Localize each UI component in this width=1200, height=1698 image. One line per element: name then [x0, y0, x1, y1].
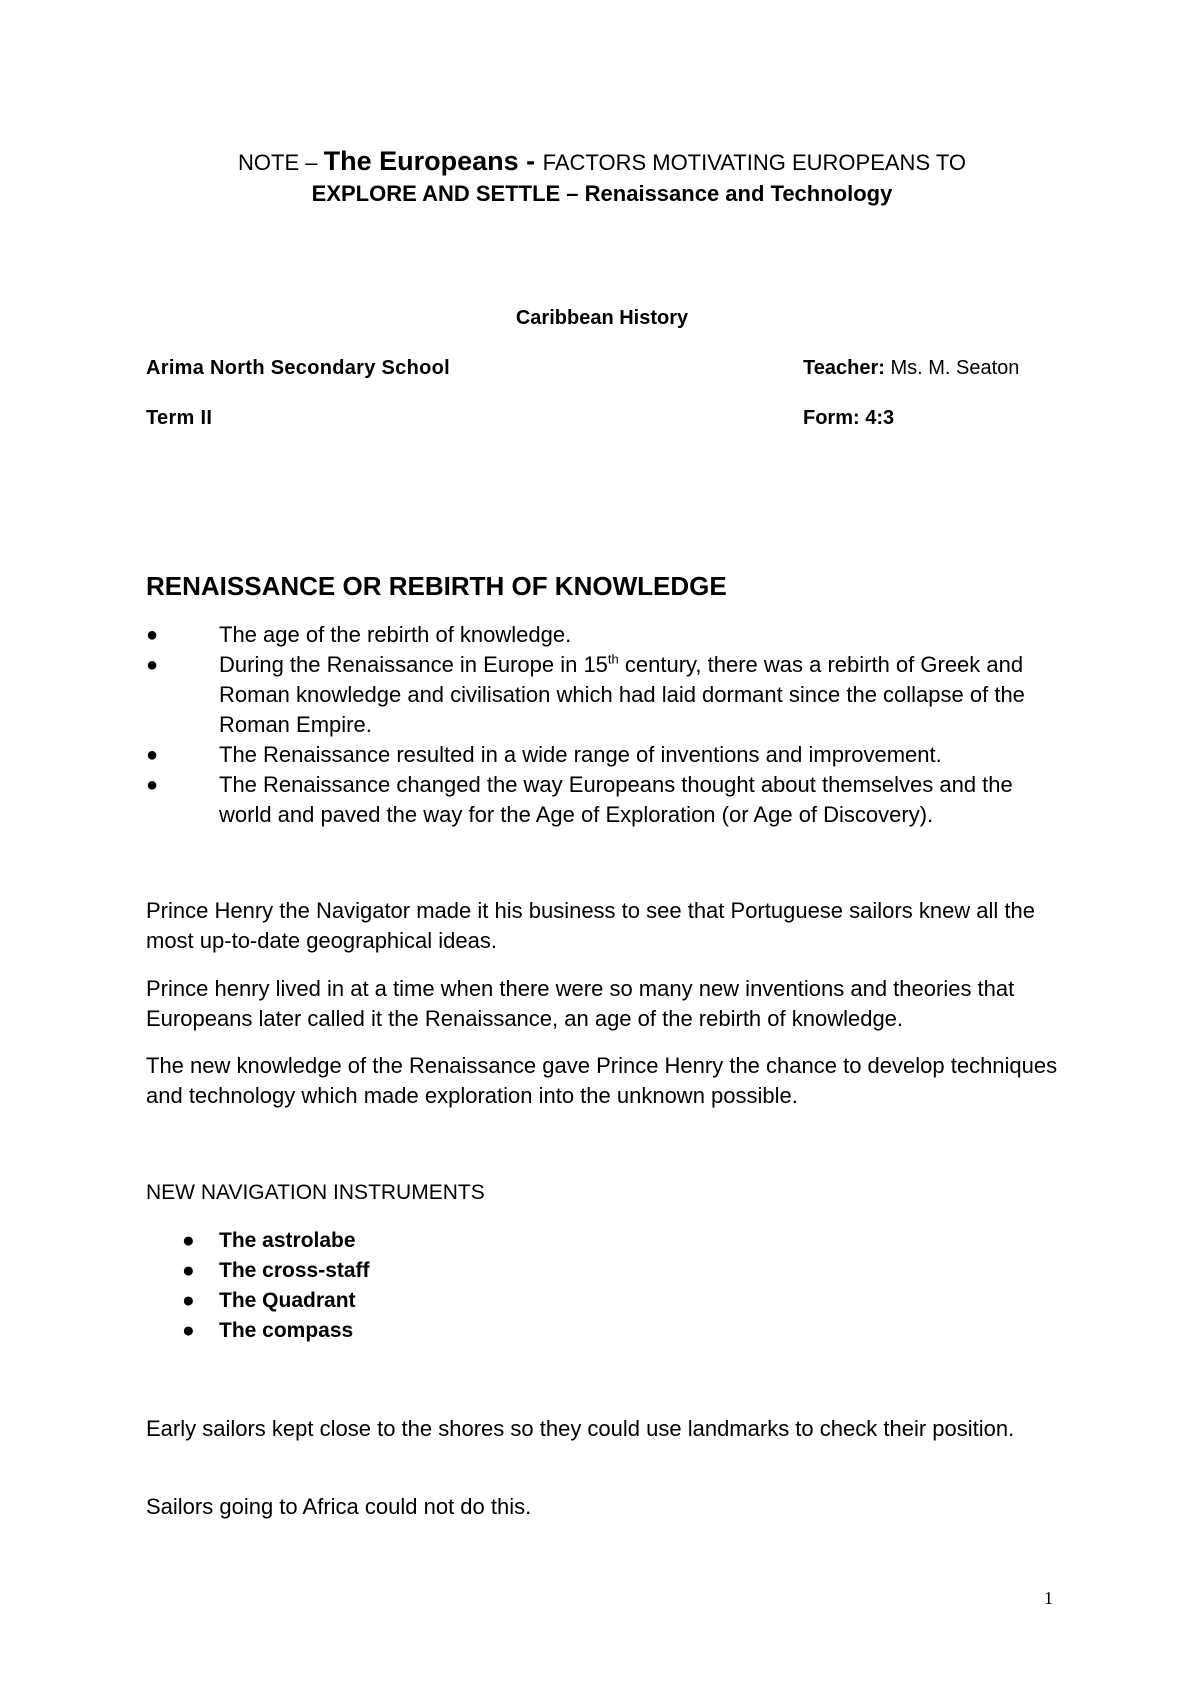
list-item [146, 1256, 370, 1286]
bullet-icon: ● [182, 1289, 195, 1312]
document-title [146, 146, 1058, 209]
form-label: Form: 4:3 [803, 407, 895, 429]
instrument-name: The cross-staff [219, 1259, 370, 1282]
paragraph-new-knowledge: The new knowledge of the Renaissance gave Prince Henry the chance to develop techniques and technology which made exploration into the unknown possible. [146, 1053, 1058, 1108]
subject-label: Caribbean History [515, 307, 689, 329]
list-item [146, 770, 1066, 830]
renaissance-bullet-list [146, 620, 1066, 830]
paragraph-renaissance-time: Prince henry lived in at a time when there were so many new inventions and theories that Europeans later called it the Renaissance, an age of the rebirth of knowledge. [146, 976, 1015, 1031]
title-line2: EXPLORE AND SETTLE – Renaissance and Technology [311, 181, 893, 206]
list-item [146, 1316, 370, 1346]
page-number: 1 [1044, 1588, 1053, 1608]
section-heading-renaissance: RENAISSANCE OR REBIRTH OF KNOWLEDGE [146, 571, 727, 601]
list-item [146, 740, 1066, 770]
instrument-name: The Quadrant [219, 1289, 356, 1312]
instrument-name: The compass [219, 1319, 354, 1342]
list-item [146, 650, 1066, 740]
bullet-icon: ● [146, 774, 159, 796]
bullet-text-continued: century, there was a rebirth of Greek and Roman knowledge and civilisation which had laid dormant since the collapse of the Roman Empire. [219, 652, 1025, 737]
teacher-info [803, 357, 1019, 380]
bullet-icon: ● [146, 654, 159, 676]
bullet-icon: ● [182, 1319, 195, 1342]
bullet-text: The age of the rebirth of knowledge. [219, 622, 572, 647]
bullet-text: During the Renaissance in Europe in 15 [219, 652, 608, 677]
bullet-text: The Renaissance changed the way Europeans thought about themselves and the world and paved the way for the Age of Exploration (or Age of Discovery). [219, 772, 1013, 827]
list-item [146, 620, 1066, 650]
title-prefix: NOTE – [238, 150, 324, 175]
instrument-list [146, 1226, 370, 1346]
bullet-icon: ● [146, 744, 159, 766]
title-main: The Europeans - [323, 146, 543, 176]
teacher-label: Teacher: [803, 357, 885, 379]
bullet-icon: ● [182, 1259, 195, 1282]
bullet-text: The Renaissance resulted in a wide range of inventions and improvement. [219, 742, 942, 767]
term-label: Term II [146, 407, 213, 429]
bullet-icon: ● [182, 1229, 195, 1252]
instrument-name: The astrolabe [219, 1229, 356, 1252]
list-item [146, 1286, 370, 1316]
paragraph-early-sailors: Early sailors kept close to the shores so they could use landmarks to check their position. [146, 1416, 1015, 1441]
paragraph-prince-henry: Prince Henry the Navigator made it his business to see that Portuguese sailors knew all the most up-to-date geographical ideas. [146, 898, 1036, 953]
list-item [146, 1226, 370, 1256]
title-line1-rest: FACTORS MOTIVATING EUROPEANS TO [542, 150, 966, 175]
superscript-th: th [607, 651, 619, 667]
bullet-icon: ● [146, 624, 159, 646]
teacher-name: Ms. M. Seaton [884, 357, 1020, 379]
paragraph-africa-sailors: Sailors going to Africa could not do this. [146, 1494, 532, 1519]
section-heading-instruments: NEW NAVIGATION INSTRUMENTS [146, 1181, 485, 1204]
school-name: Arima North Secondary School [146, 357, 451, 379]
